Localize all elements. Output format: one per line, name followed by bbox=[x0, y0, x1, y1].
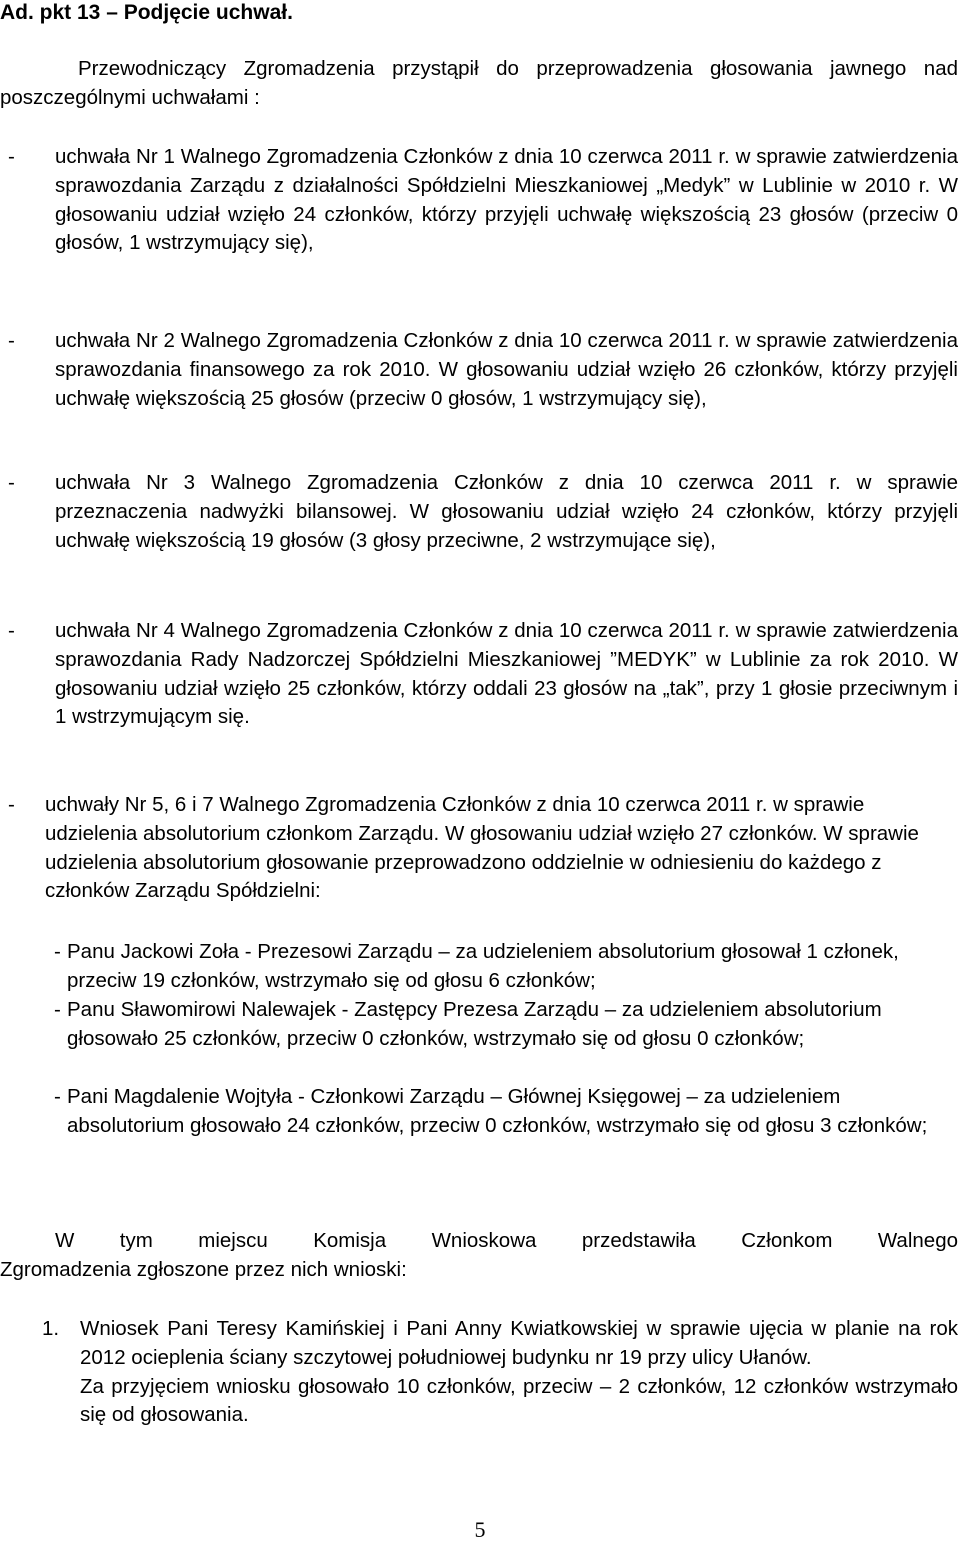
list-dash: - bbox=[8, 619, 15, 642]
resolution-item bbox=[0, 469, 960, 555]
resolution-text: uchwała Nr 1 Walnego Zgromadzenia Członków z dnia 10 czerwca 2011 r. w sprawie zatwierdzenia sprawozdania Zarządu z działalności Spółdzielni Mieszkaniowej „Medyk” w Lublinie w 2010 r. W głosowaniu udział wzięło 24 członków, którzy przyjęli uchwałę większością 23 głosów (przeciw 0 głosów, 1 wstrzymujący się), bbox=[55, 145, 958, 255]
section-heading: Ad. pkt 13 – Podjęcie uchwał. bbox=[0, 1, 293, 24]
motion-number: 1. bbox=[42, 1317, 60, 1340]
list-dash: - bbox=[54, 1085, 61, 1108]
motion-text: Wniosek Pani Teresy Kamińskiej i Pani Anny Kwiatkowskiej w sprawie ujęcia w planie na rok 2012 ocieplenia ściany szczytowej południowej budynku nr 19 przy ulicy Ułanów. bbox=[80, 1317, 958, 1369]
board-member-vote-text: Panu Sławomirowi Nalewajek - Zastępcy Prezesa Zarządu – za udzieleniem absolutorium głosowało 25 członków, przeciw 0 członków, wstrzymało się od głosu 0 członków; bbox=[67, 998, 882, 1050]
board-member-vote bbox=[0, 996, 960, 1054]
board-member-vote-text: Pani Magdalenie Wojtyła - Członkowi Zarządu – Głównej Księgowej – za udzieleniem absolutorium głosowało 24 członków, przeciw 0 członków, wstrzymało się od głosu 3 członków; bbox=[67, 1085, 928, 1137]
board-member-vote bbox=[0, 938, 960, 996]
list-dash: - bbox=[8, 793, 15, 816]
board-member-vote-text: Panu Jackowi Zoła - Prezesowi Zarządu – za udzieleniem absolutorium głosował 1 członek, przeciw 19 członków, wstrzymało się od głosu 6 członków; bbox=[67, 940, 899, 992]
list-dash: - bbox=[8, 471, 15, 494]
resolution-item bbox=[0, 143, 960, 258]
motion-vote: Za przyjęciem wniosku głosowało 10 członków, przeciw – 2 członków, 12 członków wstrzymało się od głosowania. bbox=[80, 1374, 958, 1427]
board-member-vote bbox=[0, 1083, 960, 1141]
resolution-item bbox=[0, 791, 960, 906]
list-dash: - bbox=[8, 329, 15, 352]
resolution-text: uchwała Nr 4 Walnego Zgromadzenia Członków z dnia 10 czerwca 2011 r. w sprawie zatwierdzenia sprawozdania Rady Nadzorczej Spółdzielni Mieszkaniowej ”MEDYK” w Lublinie za rok 2010. W głosowaniu udział wzięło 25 członków, którzy oddali 23 głosów na „tak”, przy 1 głosie przeciwnym i 1 wstrzymującym się. bbox=[55, 619, 958, 729]
list-dash: - bbox=[54, 998, 61, 1021]
resolution-text: uchwała Nr 3 Walnego Zgromadzenia Członków z dnia 10 czerwca 2011 r. w sprawie przeznaczenia nadwyżki bilansowej. W głosowaniu udział wzięło 24 członków, którzy przyjęli uchwałę większością 19 głosów (3 głosy przeciwne, 2 wstrzymujące się), bbox=[55, 471, 958, 552]
resolution-text: uchwała Nr 2 Walnego Zgromadzenia Członków z dnia 10 czerwca 2011 r. w sprawie zatwierdzenia sprawozdania finansowego za rok 2010. W głosowaniu udział wzięło 26 członków, którzy przyjęli uchwałę większością 25 głosów (przeciw 0 głosów, 1 wstrzymujący się), bbox=[55, 329, 958, 410]
motion-body bbox=[80, 1315, 958, 1430]
page-number: 5 bbox=[474, 1517, 486, 1542]
list-dash: - bbox=[8, 145, 15, 168]
resolution-item bbox=[0, 617, 960, 732]
intro-text: Przewodniczący Zgromadzenia przystąpił do przeprowadzenia głosowania jawnego nad poszczególnymi uchwałami : bbox=[0, 57, 958, 109]
resolution-text: uchwały Nr 5, 6 i 7 Walnego Zgromadzenia Członków z dnia 10 czerwca 2011 r. w sprawie udzielenia absolutorium członkom Zarządu. W głosowaniu udział wzięło 27 członków. W sprawie udzielenia absolutorium głosowanie przeprowadzono oddzielnie w odniesieniu do każdego z członków Zarządu Spółdzielni: bbox=[45, 793, 919, 903]
resolution-item bbox=[0, 327, 960, 413]
commission-line-1: W tym miejscu Komisja Wnioskowa przedstawiła Członkom Walnego bbox=[55, 1229, 958, 1252]
commission-paragraph bbox=[0, 1227, 958, 1285]
commission-line-2: Zgromadzenia zgłoszone przez nich wnioski: bbox=[0, 1257, 407, 1281]
motion-item bbox=[0, 1315, 960, 1430]
intro-paragraph bbox=[0, 55, 958, 113]
list-dash: - bbox=[54, 940, 61, 963]
